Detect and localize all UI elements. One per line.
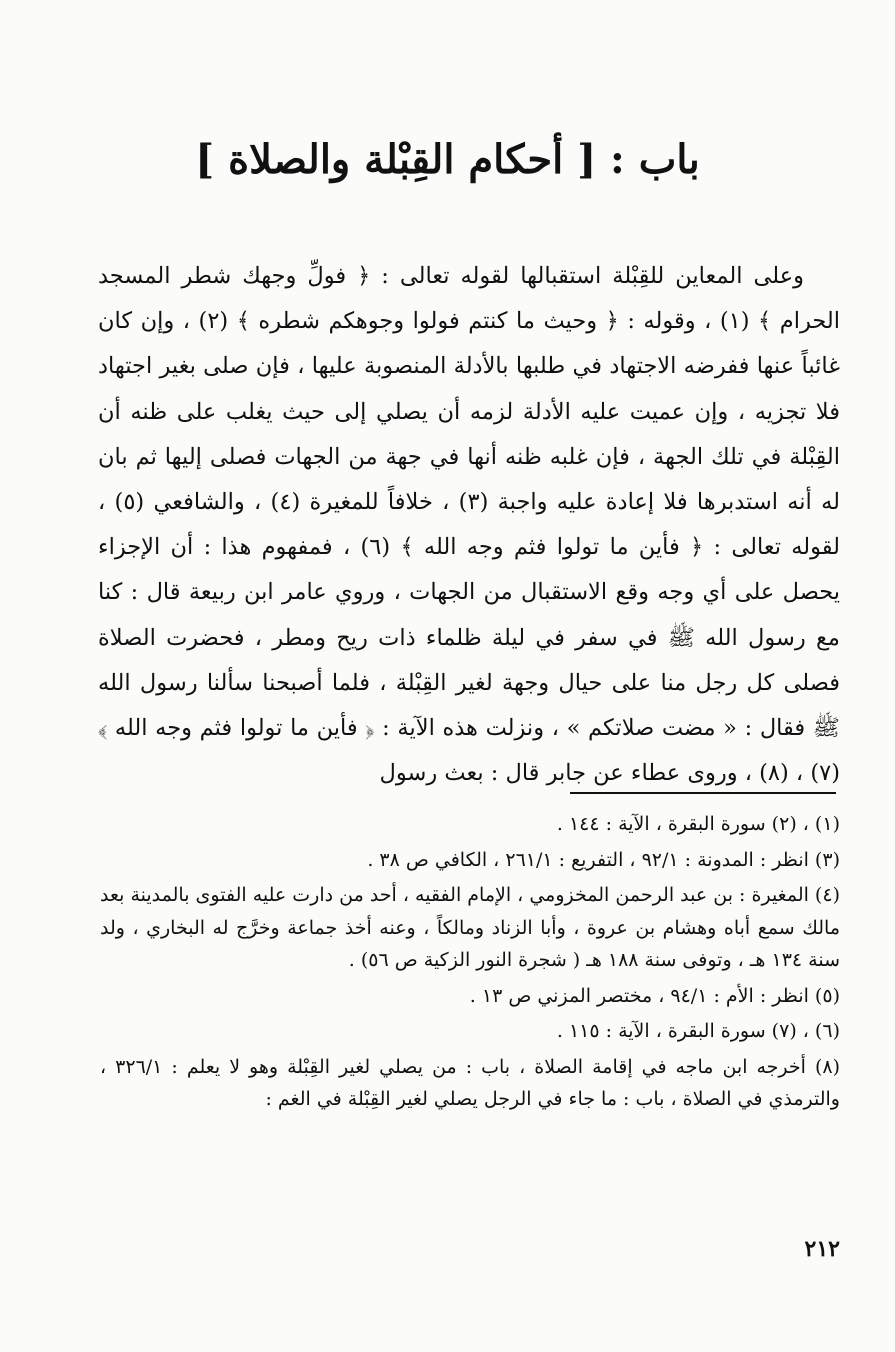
footnote-8: (٨) أخرجه ابن ماجه في إقامة الصلاة ، باب : من يصلي لغير القِبْلة وهو لا يعلم : ٣٢٦/١ ، والترمذي في الصلاة ، باب : ما جاء في الرجل يصلي لغير القِبْلة في الغم : bbox=[100, 1055, 841, 1110]
page-number: ٢١٢ bbox=[804, 1236, 840, 1262]
footnote-divider bbox=[570, 792, 836, 794]
main-paragraph: وعلى المعاين للقِبْلة استقبالها لقوله تعالى : ﴿ فولِّ وجهك شطر المسجد الحرام ﴾ (١) ، وقوله : ﴿ وحيث ما كنتم فولوا وجوهكم شطره ﴾ (٢) ، وإن كان غائباً عنها ففرضه الاجتهاد في طلبها بالأدلة المنصوبة عليها ، فإن صلى بغير اجتهاد فلا تجزيه ، وإن عميت عليه الأدلة لزمه أن يصلي إلى حيث يغلب على ظنه أن القِبْلة في تلك الجهة ، فإن غلبه ظنه أنها في جهة من الجهات فصلى إليها ثم بان له أنه استدبرها فلا إعادة عليه واجبة (٣) ، خلافاً للمغيرة (٤) ، والشافعي (٥) ، لقوله تعالى : ﴿ فأين ما تولوا فثم وجه الله ﴾ (٦) ، فمفهوم هذا : أن الإجزاء يحصل على أي وجه وقع الاستقبال من الجهات ، وروي عامر ابن ربيعة قال : كنا مع رسول الله ﷺ في سفر في ليلة ظلماء ذات ريح ومطر ، فحضرت الصلاة فصلى كل رجل منا على حيال وجهة لغير القِبْلة ، فلما أصبحنا سألنا رسول الله ﷺ فقال : « مضت صلاتكم » ، ونزلت هذه الآية : ﴿ فأين ما تولوا فثم وجه الله ﴾ (٧) ، (٨) ، وروى عطاء عن جابر قال : بعث رسول bbox=[98, 263, 841, 787]
footnote-5: (٥) انظر : الأم : ٩٤/١ ، مختصر المزني ص ١٣ . bbox=[469, 984, 840, 1007]
footnotes bbox=[100, 808, 840, 1119]
footnote-6-7: (٦) ، (٧) سورة البقرة ، الآية : ١١٥ . bbox=[556, 1020, 840, 1042]
main-text bbox=[98, 254, 840, 796]
footnote-4: (٤) المغيرة : بن عبد الرحمن المخزومي ، الإمام الفقيه ، أحد من دارت عليه الفتوى بالمدينة بعد مالك سمع أباه وهشام بن عروة ، وأبا الزناد ومالكاً ، وعنه أخذ جماعة وخرَّج له البخاري ، ولد سنة ١٣٤ هـ ، وتوفى سنة ١٨٨ هـ ( شجرة النور الزكية ص ٥٦) . bbox=[100, 884, 840, 971]
footnote-3: (٣) انظر : المدونة : ٩٢/١ ، التفريع : ٢٦١/١ ، الكافي ص ٣٨ . bbox=[367, 848, 840, 871]
chapter-title: باب : [ أحكام القِبْلة والصلاة ] bbox=[195, 136, 700, 183]
footnote-1-2: (١) ، (٢) سورة البقرة ، الآية : ١٤٤ . bbox=[556, 813, 840, 835]
